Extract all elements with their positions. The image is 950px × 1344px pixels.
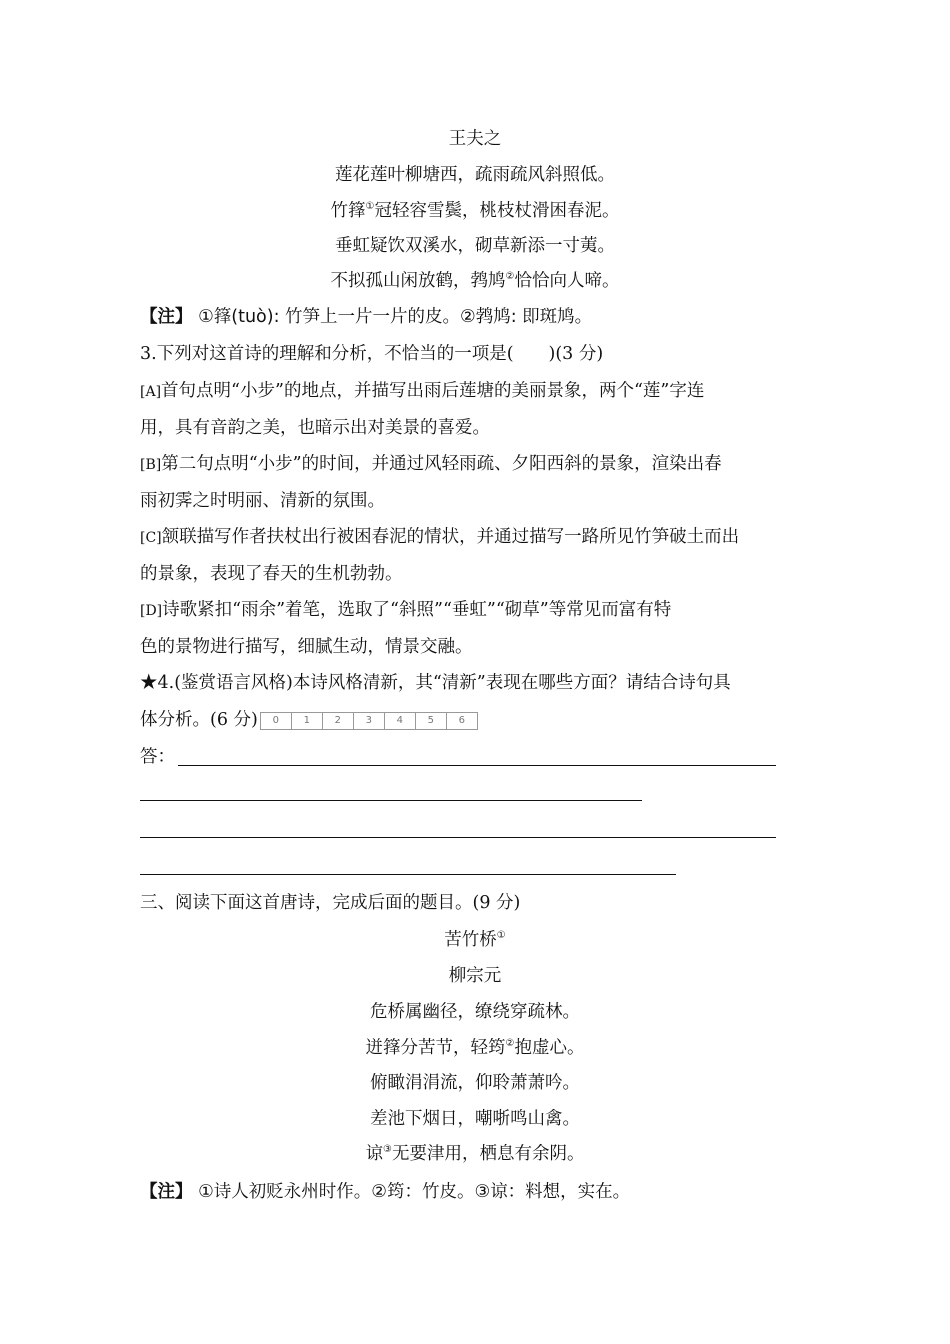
score-box[interactable] (260, 712, 478, 730)
poem2-line-4: 差池下烟日，嘲哳鸣山禽。 (370, 1109, 580, 1129)
q3-option-a: [A]首句点明“小步”的地点，并描写出雨后莲塘的美丽景象，两个“莲”字连 (140, 381, 705, 401)
answer-line[interactable] (140, 800, 642, 801)
q3-option-b: [B]第二句点明“小步”的时间，并通过风轻雨疏、夕阳西斜的景象，渲染出春 (140, 454, 722, 474)
poem1-author: 王夫之 (448, 129, 502, 149)
score-cell[interactable]: 1 (292, 713, 323, 729)
q3-option-d: [D]诗歌紧扣“雨余”着笔，选取了“斜照”“垂虹”“砌草”等常见而富有特 (140, 600, 672, 620)
score-cell[interactable]: 4 (385, 713, 416, 729)
q3-option-b-cont: 雨初霁之时明丽、清新的氛围。 (140, 491, 385, 511)
poem2-author: 柳宗元 (448, 966, 502, 986)
score-cell[interactable]: 5 (416, 713, 447, 729)
answer-line[interactable] (140, 837, 776, 838)
q3-option-d-cont: 色的景物进行描写，细腻生动，情景交融。 (140, 637, 473, 657)
answer-line[interactable] (178, 765, 776, 766)
poem1-note: 【注】 ①箨(tuò): 竹笋上一片一片的皮。②鹁鸠: 即斑鸠。 (140, 307, 593, 327)
poem2-note: 【注】 ①诗人初贬永州时作。②筠：竹皮。③谅：料想，实在。 (140, 1182, 631, 1202)
score-cell[interactable]: 2 (323, 713, 354, 729)
score-cell[interactable]: 6 (458, 714, 466, 726)
score-cell[interactable]: 3 (354, 713, 385, 729)
poem1-line-1: 莲花莲叶柳塘西，疏雨疏风斜照低。 (335, 165, 615, 185)
section3-heading: 三、阅读下面这首唐诗，完成后面的题目。(9 分) (140, 893, 521, 913)
poem1-line-2: 竹箨①冠轻容雪鬓，桃枝杖滑困春泥。 (330, 201, 620, 221)
q4-stem: ★4.(鉴赏语言风格)本诗风格清新，其“清新”表现在哪些方面？请结合诗句具 (140, 673, 731, 693)
poem1-line-3: 垂虹疑饮双溪水，砌草新添一寸荑。 (335, 236, 615, 256)
poem2-line-3: 俯瞰涓涓流，仰聆萧萧吟。 (370, 1073, 580, 1093)
poem1-line-4: 不拟孤山闲放鹤，鹁鸠②恰恰向人啼。 (330, 271, 620, 291)
q3-option-c: [C]颔联描写作者扶杖出行被困春泥的情状，并通过描写一路所见竹笋破土而出 (140, 527, 740, 547)
answer-line[interactable] (140, 874, 676, 875)
note-label: 【注】 (140, 307, 193, 327)
poem2-line-1: 危桥属幽径，缭绕穿疏林。 (370, 1002, 580, 1022)
note-label: 【注】 (140, 1182, 193, 1202)
poem2-line-2: 迸箨分苦节，轻筠②抱虚心。 (365, 1038, 585, 1058)
poem2-title: 苦竹桥① (444, 930, 506, 950)
poem2-line-5: 谅③无要津用，栖息有余阴。 (365, 1144, 585, 1164)
q3-stem: 3.下列对这首诗的理解和分析，不恰当的一项是( )(3 分) (140, 344, 604, 364)
score-cell[interactable]: 0 (261, 713, 292, 729)
q3-option-a-cont: 用，具有音韵之美，也暗示出对美景的喜爱。 (140, 418, 490, 438)
q3-option-c-cont: 的景象，表现了春天的生机勃勃。 (140, 564, 403, 584)
q4-stem-cont: 体分析。(6 分) 0 1 2 3 4 5 6 (140, 708, 478, 732)
answer-label: 答： (140, 747, 175, 767)
